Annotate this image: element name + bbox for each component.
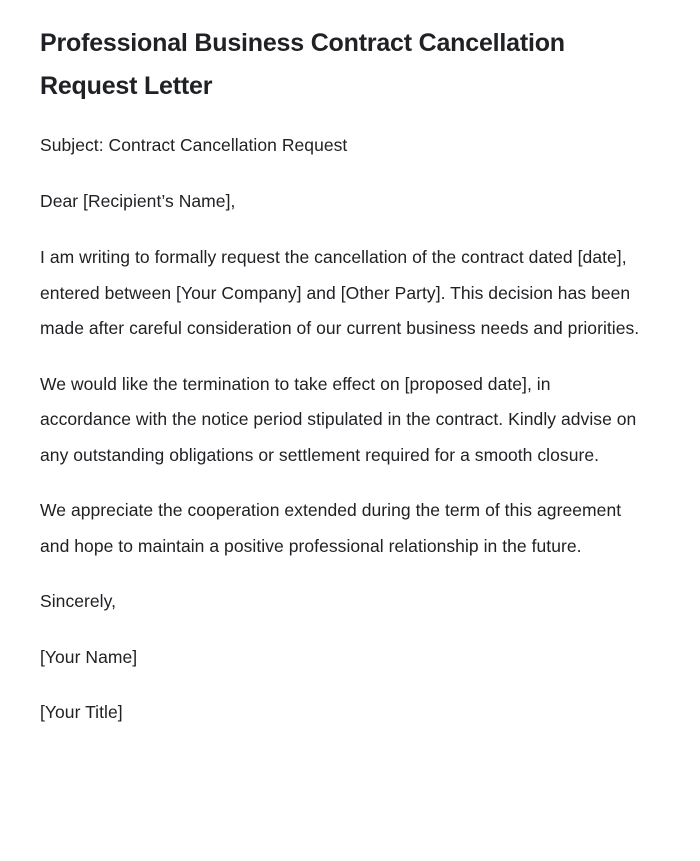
signature-title: [Your Title] [40,702,123,722]
body-paragraph-3: We appreciate the cooperation extended during the term of this agreement and hope to maintain a positive professional relationship in the future. [40,500,622,556]
page-title: Professional Business Contract Cancellation Request Letter [40,29,565,100]
signature-name: [Your Name] [40,646,138,667]
closing-line: Sincerely, [40,591,117,611]
salutation: Dear [Recipient’s Name], [40,190,236,211]
letter-body [40,0,644,731]
subject-line: Subject: Contract Cancellation Request [40,135,348,155]
body-paragraph-1: I am writing to formally request the cancellation of the contract dated [date], entered between [Your Company] and [Other Party]. This decision has been made after careful consideration of our current business needs and priorities. [40,247,640,338]
body-paragraph-2: We would like the termination to take effect on [proposed date], in accordance with the notice period stipulated in the contract. Kindly advise on any outstanding obligations or settlement required for a smooth closure. [40,373,637,465]
